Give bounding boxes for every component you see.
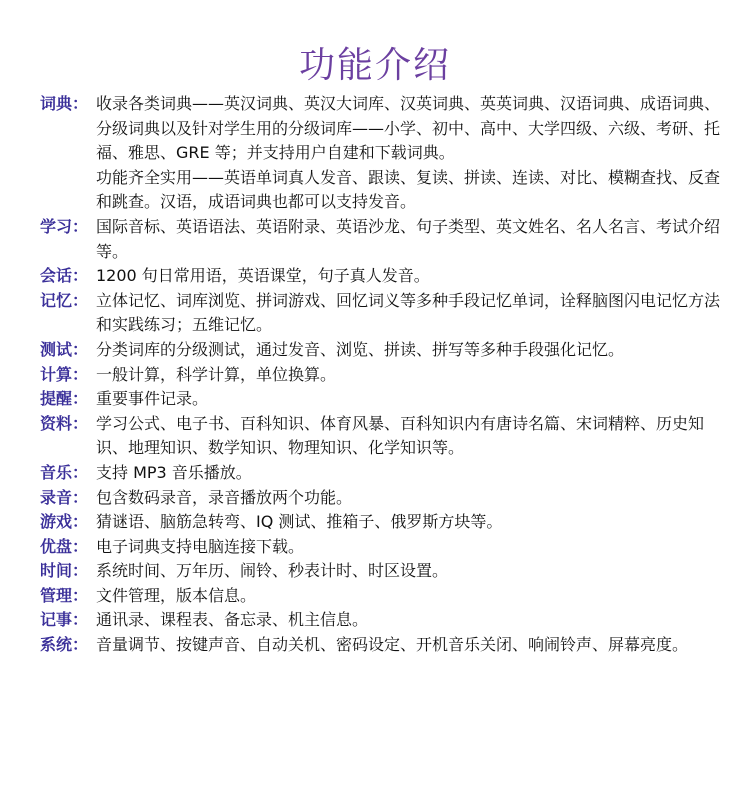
feature-row-dictionary — [40, 92, 730, 215]
feature-label: 提醒： — [40, 389, 89, 409]
feature-row-calculator — [40, 363, 730, 388]
page-title: 功能介绍 — [298, 45, 451, 86]
feature-label: 测试： — [40, 339, 89, 359]
feature-text: 立体记忆、词库浏览、拼词游戏、回忆词义等多种手段记忆单词，诠释脑图闪电记忆方法和实践练习；五维记忆。 — [96, 290, 721, 335]
feature-label: 会话： — [40, 266, 89, 286]
feature-description — [96, 633, 730, 658]
feature-description — [96, 510, 730, 535]
feature-row-recording — [40, 486, 730, 511]
feature-text: 音量调节、按键声音、自动关机、密码设定、开机音乐关闭、响闹铃声、屏幕亮度。 — [96, 635, 689, 655]
feature-label: 学习： — [40, 216, 89, 236]
feature-row-study — [40, 215, 730, 264]
feature-label: 管理： — [40, 585, 89, 605]
feature-description — [96, 535, 730, 560]
feature-text: 分类词库的分级测试，通过发音、浏览、拼读、拼写等多种手段强化记忆。 — [96, 339, 625, 359]
feature-label: 计算： — [40, 364, 89, 384]
feature-text: 系统时间、万年历、闹铃、秒表计时、时区设置。 — [96, 561, 449, 581]
feature-label: 记事： — [40, 610, 89, 630]
feature-row-time — [40, 559, 730, 584]
feature-description — [96, 215, 730, 264]
feature-description — [96, 289, 730, 338]
feature-text: 通讯录、课程表、备忘录、机主信息。 — [96, 610, 369, 630]
feature-row-notes — [40, 608, 730, 633]
feature-row-games — [40, 510, 730, 535]
feature-label: 资料： — [40, 413, 89, 433]
feature-label: 优盘： — [40, 536, 89, 556]
feature-description — [96, 92, 730, 215]
feature-row-system — [40, 633, 730, 658]
feature-list — [40, 92, 730, 658]
feature-description — [96, 264, 730, 289]
feature-description — [96, 412, 730, 461]
feature-description — [96, 584, 730, 609]
feature-text: 包含数码录音，录音播放两个功能。 — [96, 487, 353, 507]
feature-description — [96, 486, 730, 511]
feature-text: 功能齐全实用——英语单词真人发音、跟读、复读、拼读、连读、对比、模糊查找、反查和跳查。汉语，成语词典也都可以支持发音。 — [96, 167, 721, 212]
feature-row-usb-drive — [40, 535, 730, 560]
feature-label: 词典： — [40, 94, 89, 113]
feature-description — [96, 559, 730, 584]
feature-row-music — [40, 461, 730, 486]
feature-description — [96, 387, 730, 412]
feature-text: 文件管理，版本信息。 — [96, 585, 257, 605]
feature-row-test — [40, 338, 730, 363]
feature-label: 音乐： — [40, 462, 89, 482]
feature-text: 学习公式、电子书、百科知识、体育风暴、百科知识内有唐诗名篇、宋词精粹、历史知识、地理知识、数学知识、物理知识、化学知识等。 — [96, 413, 705, 458]
feature-row-memory — [40, 289, 730, 338]
feature-text: 1200 句日常用语，英语课堂，句子真人发音。 — [96, 266, 430, 286]
feature-label: 记忆： — [40, 290, 89, 310]
feature-text: 电子词典支持电脑连接下载。 — [96, 536, 305, 556]
feature-text: 收录各类词典——英汉词典、英汉大词库、汉英词典、英英词典、汉语词典、成语词典、分级词典以及针对学生用的分级词库——小学、初中、高中、大学四级、六级、考研、托福、雅思、GRE 等；并支持用户自建和下载词典。 — [96, 94, 721, 163]
feature-row-reference — [40, 412, 730, 461]
feature-row-management — [40, 584, 730, 609]
feature-text: 支持 MP3 音乐播放。 — [96, 462, 252, 482]
feature-description — [96, 363, 730, 388]
feature-description — [96, 461, 730, 486]
feature-label: 录音： — [40, 487, 89, 507]
feature-text: 重要事件记录。 — [96, 389, 209, 409]
feature-label: 系统： — [40, 635, 89, 655]
feature-text: 一般计算，科学计算，单位换算。 — [96, 364, 337, 384]
feature-row-conversation — [40, 264, 730, 289]
feature-text: 国际音标、英语语法、英语附录、英语沙龙、句子类型、英文姓名、名人名言、考试介绍等。 — [96, 216, 721, 261]
feature-description — [96, 608, 730, 633]
feature-description — [96, 338, 730, 363]
feature-label: 时间： — [40, 561, 89, 581]
feature-row-reminder — [40, 387, 730, 412]
feature-text: 猜谜语、脑筋急转弯、IQ 测试、推箱子、俄罗斯方块等。 — [96, 512, 503, 532]
feature-label: 游戏： — [40, 512, 89, 532]
